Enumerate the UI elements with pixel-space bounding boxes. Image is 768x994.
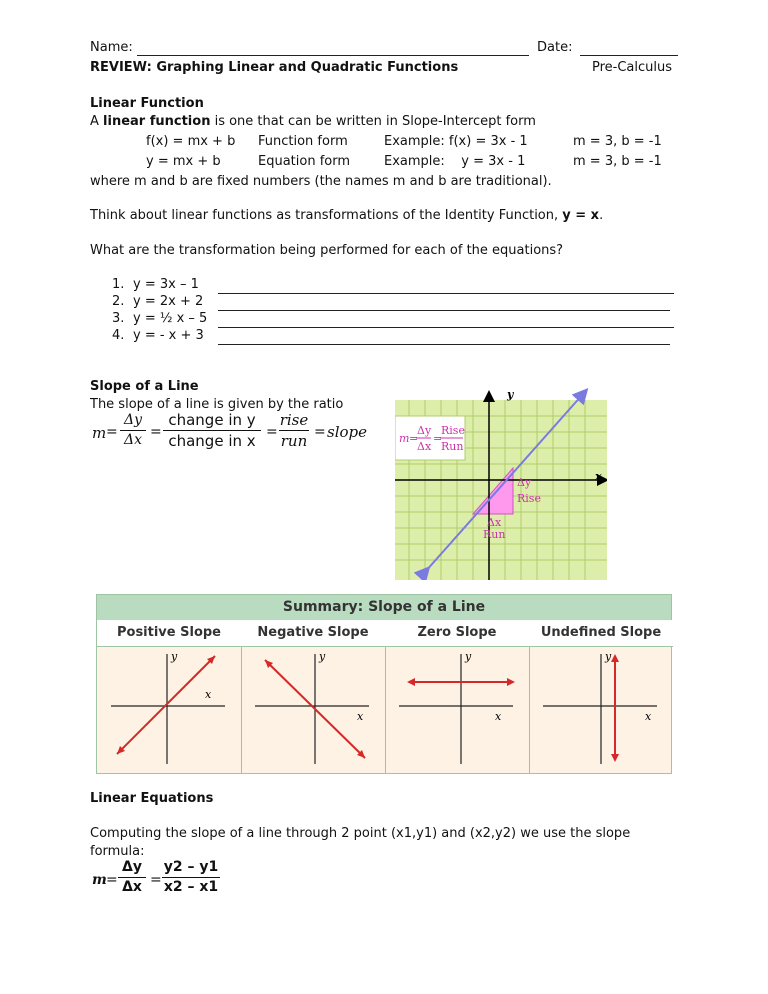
slope-m: m xyxy=(92,424,107,442)
slope-summary-table xyxy=(96,594,672,774)
axis-y-label: y xyxy=(465,650,472,663)
column-label: Positive Slope xyxy=(97,620,241,647)
list-item-equation: y = - x + 3 xyxy=(133,328,204,343)
axis-x-label: x xyxy=(357,710,364,723)
figure-label-run: Run xyxy=(483,528,506,541)
equation-form-example: Example: y = 3x - 1 xyxy=(384,154,526,169)
positive-line xyxy=(117,656,215,754)
fraction-bar xyxy=(163,430,261,431)
figure-m: m xyxy=(399,432,410,445)
summary-column-negative xyxy=(241,620,385,774)
list-item-equation: y = 2x + 2 xyxy=(133,294,204,309)
linear-function-heading: Linear Function xyxy=(90,96,204,111)
linear-function-closing: where m and b are fixed numbers (the names m and b are traditional). xyxy=(90,174,552,189)
linear-function-intro: A linear function is one that can be written in Slope-Intercept form xyxy=(90,114,536,129)
answer-blank[interactable] xyxy=(218,327,674,328)
column-label: Undefined Slope xyxy=(529,620,673,647)
figure-label-dx: Δx xyxy=(487,516,502,529)
equals-sign: = xyxy=(106,424,118,440)
undefined-slope-graph xyxy=(529,646,673,774)
equation-form-equation: y = mx + b xyxy=(146,154,221,169)
figure-dx: Δx xyxy=(417,440,432,453)
axis-y-label: y xyxy=(605,650,612,663)
figure-dy: Δy xyxy=(417,424,432,437)
function-form-label: Function form xyxy=(258,134,348,149)
name-blank[interactable] xyxy=(137,55,529,56)
course-name: Pre-Calculus xyxy=(592,60,673,75)
delta-y: Δy xyxy=(123,412,143,428)
linear-equations-heading: Linear Equations xyxy=(90,791,214,806)
fraction-bar xyxy=(279,430,309,431)
slope-formula-text-line2: formula: xyxy=(90,844,145,859)
column-label: Zero Slope xyxy=(385,620,529,647)
summary-column-undefined xyxy=(529,620,673,774)
answer-blank[interactable] xyxy=(218,293,674,294)
summary-title: Summary: Slope of a Line xyxy=(97,595,671,620)
slope-formula-text-line1: Computing the slope of a line through 2 point (x1,y1) and (x2,y2) we use the slope xyxy=(90,826,631,841)
equals-sign: = xyxy=(314,424,326,440)
rise: rise xyxy=(279,411,309,429)
axis-y-label: y xyxy=(171,650,178,663)
answer-blank[interactable] xyxy=(218,344,670,345)
figure-rise: Rise xyxy=(441,424,465,437)
function-form-params: m = 3, b = -1 xyxy=(573,134,662,149)
transformation-question: What are the transformation being performed for each of the equations? xyxy=(90,243,564,258)
slope-word: slope xyxy=(327,423,368,441)
equals-sign: = xyxy=(266,424,278,440)
summary-column-zero xyxy=(385,620,529,774)
fraction-bar xyxy=(162,877,220,878)
slope-figure xyxy=(395,388,607,580)
think-statement: Think about linear functions as transformations of the Identity Function, y = x. xyxy=(90,208,604,223)
slope-heading: Slope of a Line xyxy=(90,379,199,394)
date-blank[interactable] xyxy=(580,55,678,56)
axis-x-label: x xyxy=(205,688,212,701)
change-in-y: change in y xyxy=(168,411,256,429)
figure-run: Run xyxy=(441,440,464,453)
figure-eq: = xyxy=(433,432,443,445)
formula-m: m xyxy=(92,872,107,888)
date-label: Date: xyxy=(537,40,573,55)
function-form-example: Example: f(x) = 3x - 1 xyxy=(384,134,528,149)
function-form-equation: f(x) = mx + b xyxy=(146,134,236,149)
axis-y-label: y xyxy=(507,388,514,401)
summary-column-positive xyxy=(97,620,241,774)
positive-slope-graph xyxy=(97,646,241,774)
axis-x-label: x xyxy=(595,470,602,483)
equation-form-params: m = 3, b = -1 xyxy=(573,154,662,169)
answer-blank[interactable] xyxy=(218,310,670,311)
change-in-x: change in x xyxy=(168,432,256,450)
equals-sign: = xyxy=(150,424,162,440)
list-item-number: 4. xyxy=(112,328,125,343)
figure-eq: = xyxy=(409,432,419,445)
fraction-bar xyxy=(120,430,146,431)
name-label: Name: xyxy=(90,40,133,55)
column-label: Negative Slope xyxy=(241,620,385,647)
formula-denominator: x2 – x1 xyxy=(163,879,219,895)
negative-slope-graph xyxy=(241,646,385,774)
axis-y-label: y xyxy=(319,650,326,663)
axis-x-label: x xyxy=(645,710,652,723)
delta-x: Δx xyxy=(123,432,142,448)
list-item-number: 2. xyxy=(112,294,125,309)
list-item-equation: y = ½ x – 5 xyxy=(133,311,208,326)
figure-label-rise: Rise xyxy=(517,492,541,505)
equation-form-label: Equation form xyxy=(258,154,351,169)
formula-delta-y: Δy xyxy=(122,859,142,875)
fraction-bar xyxy=(118,877,146,878)
equals-sign: = xyxy=(106,872,118,888)
formula-delta-x: Δx xyxy=(122,879,142,895)
page-title: REVIEW: Graphing Linear and Quadratic Functions xyxy=(90,60,459,75)
figure-label-dy: Δy xyxy=(517,476,532,489)
slope-intro: The slope of a line is given by the ratio xyxy=(90,397,344,412)
list-item-number: 3. xyxy=(112,311,125,326)
formula-numerator: y2 – y1 xyxy=(163,859,219,875)
list-item-number: 1. xyxy=(112,277,125,292)
run: run xyxy=(280,432,308,450)
zero-slope-graph xyxy=(385,646,529,774)
axis-x-label: x xyxy=(495,710,502,723)
equals-sign: = xyxy=(150,872,162,888)
list-item-equation: y = 3x – 1 xyxy=(133,277,199,292)
